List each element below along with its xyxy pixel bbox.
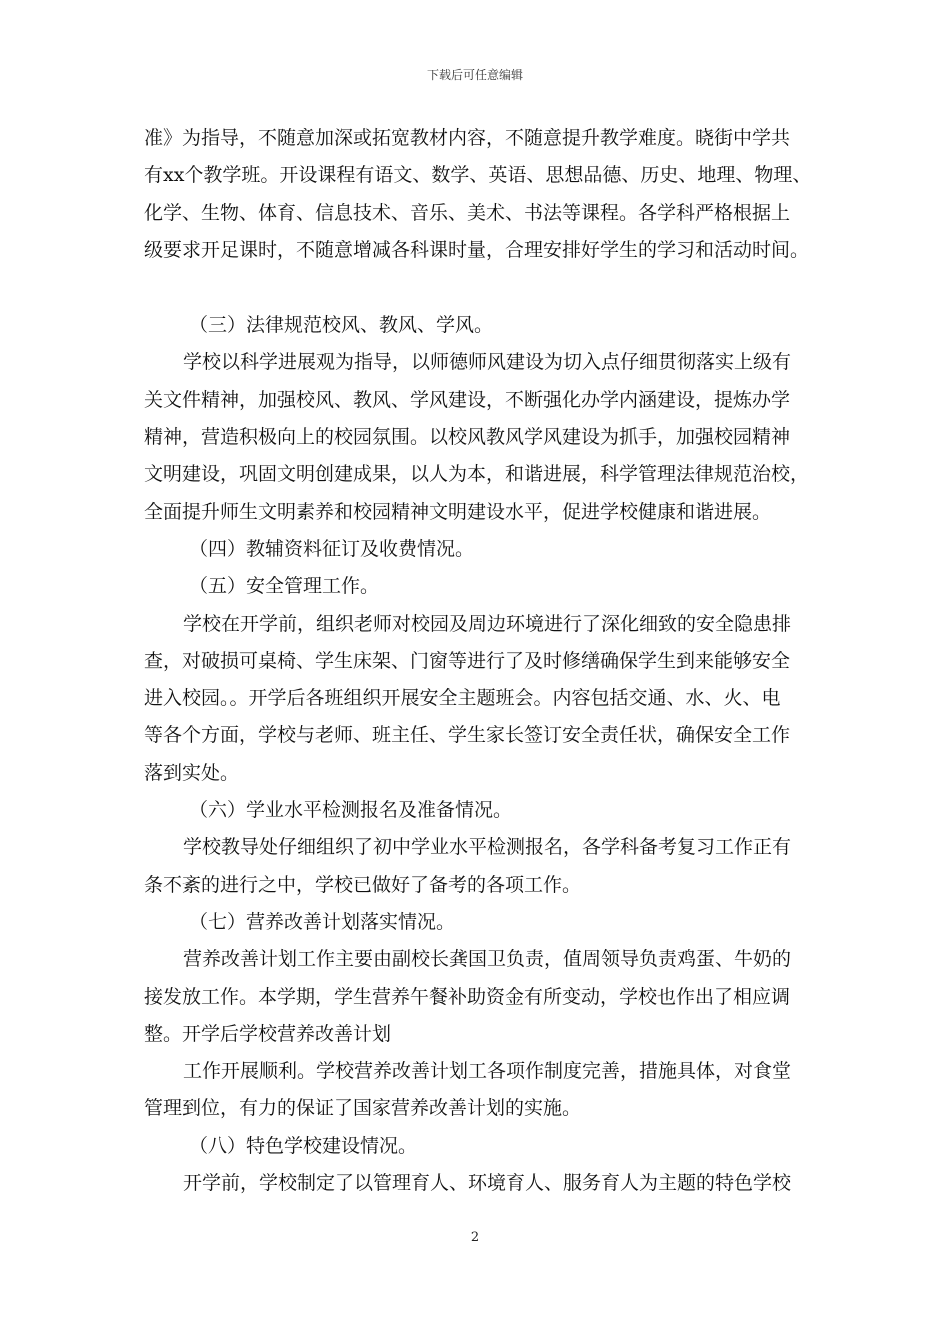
section-heading: （六）学业水平检测报名及准备情况。 xyxy=(189,799,513,822)
body-line: 整。开学后学校营养改善计划 xyxy=(144,1022,392,1045)
body-line: 精神，营造积极向上的校园氛围。以校风教风学风建设为抓手，加强校园精神 xyxy=(144,426,791,449)
body-line: 化学、生物、体育、信息技术、音乐、美术、书法等课程。各学科严格根据上 xyxy=(144,201,791,224)
paragraph-gap xyxy=(144,269,824,307)
section-heading: （五）安全管理工作。 xyxy=(189,575,380,598)
page-number: 2 xyxy=(470,1230,480,1245)
body-line: 管理到位，有力的保证了国家营养改善计划的实施。 xyxy=(144,1097,582,1120)
body-line: 全面提升师生文明素养和校园精神文明建设水平，促进学校健康和谐进展。 xyxy=(144,500,772,523)
section-heading: （四）教辅资料征订及收费情况。 xyxy=(189,537,475,560)
body-line: 准》为指导，不随意加深或拓宽教材内容，不随意提升教学难度。晓街中学共 xyxy=(144,127,791,149)
body-line: 有xx个教学班。开设课程有语文、数学、英语、思想品德、历史、地理、物理、 xyxy=(144,164,812,187)
body-line: 工作开展顺利。学校营养改善计划工各项作制度完善，措施具体，对食堂 xyxy=(183,1060,792,1083)
section-heading: （八）特色学校建设情况。 xyxy=(189,1134,418,1157)
body-line: 条不紊的进行之中，学校已做好了备考的各项工作。 xyxy=(144,873,582,896)
page-header: 下载后可任意编辑 xyxy=(426,68,523,82)
body-line: 接发放工作。本学期，学生营养午餐补助资金有所变动，学校也作出了相应调 xyxy=(144,985,791,1008)
body-line: 关文件精神，加强校风、教风、学风建设，不断强化办学内涵建设，提炼办学 xyxy=(144,388,791,411)
body-line: 落到实处。 xyxy=(144,761,240,784)
body-line: 文明建设，巩固文明创建成果，以人为本，和谐进展，科学管理法律规范治校， xyxy=(144,463,810,486)
body-line: 开学前，学校制定了以管理育人、环境育人、服务育人为主题的特色学校 xyxy=(183,1172,792,1195)
body-line: 营养改善计划工作主要由副校长龚国卫负责，值周领导负责鸡蛋、牛奶的 xyxy=(183,948,792,971)
body-line: 学校教导处仔细组织了初中学业水平检测报名，各学科备考复习工作正有 xyxy=(183,836,792,859)
section-heading: （三）法律规范校风、教风、学风。 xyxy=(189,314,494,337)
document-body xyxy=(144,120,824,1202)
body-line: 等各个方面，学校与老师、班主任、学生家长签订安全责任状，确保安全工作 xyxy=(144,724,791,747)
section-heading: （七）营养改善计划落实情况。 xyxy=(189,910,456,933)
body-line: 学校以科学进展观为指导，以师德师风建设为切入点仔细贯彻落实上级有 xyxy=(183,351,792,374)
body-line: 学校在开学前，组织老师对校园及周边环境进行了深化细致的安全隐患排 xyxy=(183,612,792,635)
body-line: 进入校园。。开学后各班组织开展安全主题班会。内容包括交通、水、火、电 xyxy=(144,687,781,710)
body-line: 级要求开足课时，不随意增减各科课时量，合理安排好学生的学习和活动时间。 xyxy=(144,238,810,261)
body-line: 查，对破损可桌椅、学生床架、门窗等进行了及时修缮确保学生到来能够安全 xyxy=(144,649,791,672)
